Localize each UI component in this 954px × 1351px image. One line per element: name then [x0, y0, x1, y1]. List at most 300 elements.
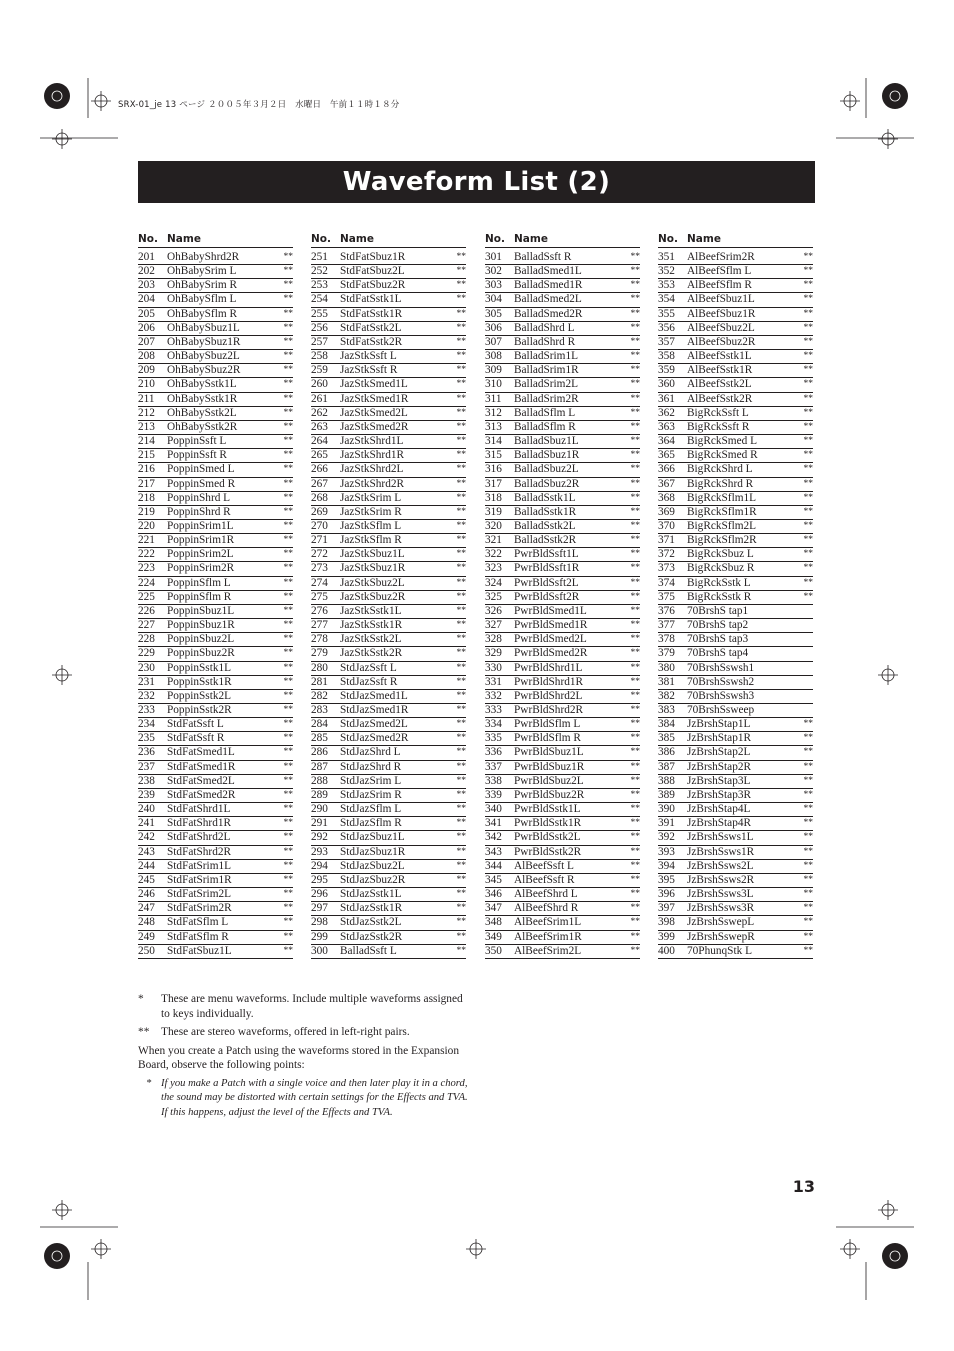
- waveform-name: 70BrshS tap1: [687, 604, 749, 617]
- stereo-mark: **: [803, 308, 813, 319]
- table-row: [138, 874, 293, 888]
- stereo-mark: **: [630, 804, 640, 815]
- stereo-mark: **: [283, 450, 293, 461]
- stereo-mark: **: [283, 535, 293, 546]
- table-row: [311, 789, 466, 803]
- waveform-name: BalladSrim1L: [514, 350, 579, 363]
- waveform-name: BalladSbuz1L: [514, 435, 579, 448]
- waveform-number: 290: [311, 803, 328, 816]
- waveform-number: 397: [658, 902, 675, 915]
- waveform-number: 229: [138, 647, 155, 660]
- stereo-mark: **: [283, 818, 293, 829]
- waveform-number: 366: [658, 463, 675, 476]
- waveform-number: 291: [311, 817, 328, 830]
- table-row: [138, 746, 293, 760]
- waveform-name: BalladSbuz1R: [514, 449, 580, 462]
- waveform-column-1: [138, 232, 293, 959]
- waveform-name: PwrBldSbuz1L: [514, 746, 584, 759]
- table-row: [138, 704, 293, 718]
- waveform-number: 348: [485, 916, 502, 929]
- waveform-name: 70BrshSswsh3: [687, 689, 755, 702]
- waveform-name: PwrBldSflm R: [514, 732, 581, 745]
- stereo-mark: **: [803, 804, 813, 815]
- waveform-name: PoppinSstk2R: [167, 704, 232, 716]
- waveform-name: JazStkSmed1L: [340, 378, 408, 391]
- stereo-mark: **: [803, 903, 813, 914]
- waveform-number: 248: [138, 916, 155, 929]
- waveform-number: 358: [658, 350, 675, 363]
- stereo-mark: **: [283, 775, 293, 786]
- waveform-number: 320: [485, 519, 502, 532]
- table-row: [311, 407, 466, 421]
- waveform-number: 271: [311, 534, 328, 547]
- table-row: [658, 746, 813, 760]
- table-row: [311, 548, 466, 562]
- waveform-number: 224: [138, 576, 155, 589]
- waveform-number: 374: [658, 576, 675, 589]
- waveform-number: 214: [138, 435, 155, 448]
- stereo-mark: **: [283, 563, 293, 574]
- stereo-mark: **: [456, 804, 466, 815]
- waveform-number: 249: [138, 930, 155, 943]
- waveform-number: 372: [658, 548, 675, 561]
- waveform-number: 243: [138, 845, 155, 858]
- waveform-number: 373: [658, 562, 675, 575]
- waveform-number: 262: [311, 406, 328, 419]
- table-row: [311, 846, 466, 860]
- waveform-name: BigRckSstk L: [687, 576, 751, 589]
- stereo-mark: **: [456, 506, 466, 517]
- stereo-mark: **: [283, 379, 293, 390]
- waveform-name: PwrBldSsft1R: [514, 562, 580, 575]
- stereo-mark: **: [803, 322, 813, 333]
- footnote-text: These are stereo waveforms, offered in left-right pairs.: [161, 1026, 410, 1039]
- stereo-mark: **: [456, 492, 466, 503]
- waveform-number: 239: [138, 788, 155, 801]
- table-row: [658, 902, 813, 916]
- stereo-mark: **: [803, 719, 813, 730]
- table-row: [485, 492, 640, 506]
- waveform-number: 365: [658, 449, 675, 462]
- waveform-name: StdFatSmed1L: [167, 746, 235, 759]
- table-row: [485, 308, 640, 322]
- waveform-name: AlBeefSsft R: [514, 873, 575, 886]
- waveform-number: 313: [485, 420, 502, 433]
- table-row: [138, 647, 293, 661]
- waveform-number: 212: [138, 406, 155, 419]
- stereo-mark: [799, 662, 813, 675]
- table-row: [311, 577, 466, 591]
- stereo-mark: **: [283, 336, 293, 347]
- stereo-mark: **: [283, 464, 293, 475]
- waveform-number: 336: [485, 746, 502, 759]
- stereo-mark: **: [283, 605, 293, 616]
- waveform-number: 268: [311, 491, 328, 504]
- stereo-mark: **: [456, 917, 466, 928]
- waveform-number: 247: [138, 902, 155, 915]
- waveform-number: 218: [138, 491, 155, 504]
- stereo-mark: [799, 647, 813, 660]
- table-row: [311, 591, 466, 605]
- waveform-name: AlBeefSsft L: [514, 859, 574, 872]
- stereo-mark: **: [630, 351, 640, 362]
- table-row: [658, 633, 813, 647]
- table-row: [658, 364, 813, 378]
- table-row: [311, 279, 466, 293]
- waveform-number: 389: [658, 788, 675, 801]
- waveform-number: 378: [658, 633, 675, 646]
- waveform-number: 345: [485, 873, 502, 886]
- waveform-number: 284: [311, 718, 328, 731]
- table-row: [138, 902, 293, 916]
- waveform-number: 240: [138, 803, 155, 816]
- stereo-mark: **: [803, 889, 813, 900]
- table-row: [658, 279, 813, 293]
- waveform-number: 296: [311, 888, 328, 901]
- table-row: [658, 916, 813, 930]
- table-row: [138, 619, 293, 633]
- waveform-name: PwrBldSstk1L: [514, 803, 581, 816]
- waveform-name: PwrBldSmed1L: [514, 604, 587, 617]
- waveform-name: PwrBldSstk1R: [514, 817, 582, 830]
- table-row: [485, 322, 640, 336]
- waveform-number: 304: [485, 293, 502, 306]
- waveform-name: JzBrshStap3L: [687, 774, 751, 787]
- waveform-number: 244: [138, 859, 155, 872]
- waveform-number: 213: [138, 420, 155, 433]
- stereo-mark: **: [456, 903, 466, 914]
- waveform-number: 298: [311, 916, 328, 929]
- waveform-name: PwrBldSmed1R: [514, 619, 588, 632]
- table-row: [138, 916, 293, 930]
- stereo-mark: **: [456, 719, 466, 730]
- table-row: [311, 605, 466, 619]
- waveform-number: 277: [311, 619, 328, 632]
- waveform-name: JazStkSbuz2L: [340, 576, 405, 589]
- waveform-number: 222: [138, 548, 155, 561]
- waveform-number: 341: [485, 817, 502, 830]
- table-row: [311, 860, 466, 874]
- stereo-mark: **: [630, 846, 640, 857]
- waveform-name: PoppinShrd L: [167, 491, 231, 504]
- stereo-mark: **: [803, 563, 813, 574]
- waveform-number: 259: [311, 364, 328, 377]
- table-row: [311, 888, 466, 902]
- waveform-number: 260: [311, 378, 328, 391]
- waveform-name: StdFatSstk1R: [340, 307, 403, 320]
- stereo-mark: **: [803, 789, 813, 800]
- stereo-mark: **: [630, 945, 640, 956]
- waveform-name: PwrBldShrd2R: [514, 704, 584, 716]
- stereo-mark: **: [283, 789, 293, 800]
- waveform-name: StdJazShrd R: [340, 760, 402, 773]
- stereo-mark: [799, 633, 813, 646]
- waveform-name: PwrBldSmed2R: [514, 647, 588, 660]
- footnote-mark: **: [138, 1026, 150, 1039]
- waveform-name: PoppinSbuz2L: [167, 633, 235, 646]
- stereo-mark: **: [630, 450, 640, 461]
- waveform-number: 300: [311, 944, 328, 957]
- waveform-name: BigRckSsft L: [687, 406, 749, 419]
- column-header: [138, 232, 293, 248]
- stereo-mark: **: [803, 379, 813, 390]
- waveform-name: StdJazSflm L: [340, 803, 402, 816]
- caution-mark: *: [146, 1077, 152, 1089]
- table-row: [485, 916, 640, 930]
- waveform-name: AlBeefShrd L: [514, 888, 578, 901]
- table-row: [311, 619, 466, 633]
- waveform-name: JazStkSstk1R: [340, 619, 403, 632]
- waveform-name: AlBeefSstk2R: [687, 392, 753, 405]
- stereo-mark: **: [456, 775, 466, 786]
- table-row: [311, 803, 466, 817]
- table-row: [138, 605, 293, 619]
- table-row: [138, 633, 293, 647]
- waveform-name: StdFatSrim1R: [167, 873, 232, 886]
- waveform-number: 357: [658, 335, 675, 348]
- waveform-name: 70BrshSswsh2: [687, 675, 755, 688]
- table-row: [311, 775, 466, 789]
- waveform-name: BalladSstk1L: [514, 491, 576, 504]
- table-row: [311, 633, 466, 647]
- table-row: [311, 265, 466, 279]
- table-row: [485, 548, 640, 562]
- waveform-number: 219: [138, 505, 155, 518]
- stereo-mark: **: [630, 492, 640, 503]
- waveform-name: AlBeefSstk1L: [687, 350, 752, 363]
- waveform-name: BalladSbuz2L: [514, 463, 579, 476]
- stereo-mark: **: [283, 648, 293, 659]
- stereo-mark: **: [630, 294, 640, 305]
- stereo-mark: **: [456, 634, 466, 645]
- stereo-mark: **: [630, 747, 640, 758]
- table-row: [485, 534, 640, 548]
- table-row: [311, 931, 466, 945]
- waveform-name: JzBrshSsws1R: [687, 845, 755, 858]
- waveform-number: 231: [138, 675, 155, 688]
- table-row: [485, 407, 640, 421]
- stereo-mark: **: [456, 747, 466, 758]
- table-row: [485, 761, 640, 775]
- stereo-mark: **: [283, 492, 293, 503]
- table-row: [658, 931, 813, 945]
- waveform-name: PwrBldSstk2R: [514, 845, 582, 858]
- waveform-number: 274: [311, 576, 328, 589]
- waveform-number: 350: [485, 944, 502, 957]
- stereo-mark: **: [456, 874, 466, 885]
- stereo-mark: **: [803, 535, 813, 546]
- waveform-name: BalladSmed1L: [514, 265, 582, 278]
- waveform-name: BalladSmed2L: [514, 293, 582, 306]
- waveform-number: 292: [311, 831, 328, 844]
- table-row: [485, 350, 640, 364]
- table-row: [658, 336, 813, 350]
- stereo-mark: **: [283, 634, 293, 645]
- waveform-name: StdFatSrim2R: [167, 902, 232, 915]
- waveform-name: JazStkSmed2L: [340, 406, 408, 419]
- waveform-name: JzBrshStap1R: [687, 732, 752, 745]
- waveform-number: 246: [138, 888, 155, 901]
- waveform-name: OhBabySbuz1R: [167, 335, 241, 348]
- table-row: [138, 577, 293, 591]
- stereo-mark: **: [803, 577, 813, 588]
- waveform-name: PwrBldSflm L: [514, 718, 581, 731]
- table-row: [485, 746, 640, 760]
- stereo-mark: **: [630, 705, 640, 715]
- stereo-mark: **: [456, 789, 466, 800]
- waveform-number: 208: [138, 350, 155, 363]
- table-row: [311, 478, 466, 492]
- waveform-name: StdFatShrd1L: [167, 803, 231, 816]
- waveform-number: 289: [311, 788, 328, 801]
- table-row: [138, 732, 293, 746]
- table-row: [311, 817, 466, 831]
- table-row: [485, 831, 640, 845]
- header-name: Name: [687, 233, 721, 245]
- stereo-mark: **: [630, 832, 640, 843]
- waveform-name: PoppinSflm L: [167, 576, 231, 589]
- table-row: [485, 421, 640, 435]
- table-row: [485, 874, 640, 888]
- stereo-mark: **: [630, 266, 640, 277]
- waveform-number: 384: [658, 718, 675, 731]
- waveform-name: PwrBldSsft2R: [514, 590, 580, 603]
- waveform-name: AlBeefSstk2L: [687, 378, 752, 391]
- waveform-name: BalladShrd R: [514, 335, 576, 348]
- stereo-mark: **: [456, 832, 466, 843]
- waveform-name: 70PhunqStk L: [687, 944, 752, 957]
- waveform-name: OhBabySstk2R: [167, 420, 238, 433]
- stereo-mark: **: [630, 436, 640, 447]
- table-row: [658, 647, 813, 661]
- header-no: No.: [485, 233, 505, 245]
- table-row: [311, 534, 466, 548]
- title-bar: [138, 161, 815, 203]
- waveform-number: 269: [311, 505, 328, 518]
- waveform-number: 310: [485, 378, 502, 391]
- table-row: [658, 562, 813, 576]
- stereo-mark: **: [630, 620, 640, 631]
- waveform-number: 221: [138, 534, 155, 547]
- stereo-mark: **: [803, 478, 813, 489]
- waveform-name: OhBabySbuz2L: [167, 350, 240, 363]
- table-row: [658, 605, 813, 619]
- waveform-number: 376: [658, 604, 675, 617]
- waveform-number: 386: [658, 746, 675, 759]
- table-row: [138, 308, 293, 322]
- stereo-mark: **: [630, 478, 640, 489]
- stereo-mark: **: [630, 662, 640, 673]
- waveform-name: JzBrshSsws1L: [687, 831, 754, 844]
- waveform-number: 349: [485, 930, 502, 943]
- waveform-number: 264: [311, 435, 328, 448]
- waveform-name: PoppinSstk1L: [167, 661, 232, 674]
- waveform-number: 351: [658, 251, 675, 263]
- waveform-name: PwrBldShrd2L: [514, 689, 583, 702]
- waveform-number: 337: [485, 760, 502, 773]
- table-row: [485, 789, 640, 803]
- waveform-number: 242: [138, 831, 155, 844]
- stereo-mark: **: [283, 747, 293, 758]
- waveform-number: 342: [485, 831, 502, 844]
- stereo-mark: **: [630, 591, 640, 602]
- stereo-mark: **: [283, 903, 293, 914]
- waveform-number: 250: [138, 944, 155, 957]
- waveform-number: 293: [311, 845, 328, 858]
- waveform-number: 230: [138, 661, 155, 674]
- stereo-mark: **: [456, 577, 466, 588]
- table-row: [485, 449, 640, 463]
- waveform-name: BigRckSflm1R: [687, 505, 757, 518]
- table-row: [138, 449, 293, 463]
- stereo-mark: **: [803, 917, 813, 928]
- stereo-mark: **: [630, 365, 640, 376]
- waveform-name: StdJazSmed2R: [340, 732, 409, 745]
- waveform-number: 303: [485, 279, 502, 292]
- waveform-name: StdJazSrim R: [340, 788, 402, 801]
- waveform-number: 238: [138, 774, 155, 787]
- waveform-name: PwrBldShrd1R: [514, 675, 584, 688]
- waveform-number: 314: [485, 435, 502, 448]
- table-row: [485, 732, 640, 746]
- waveform-name: StdJazSstk1R: [340, 902, 403, 915]
- waveform-number: 256: [311, 321, 328, 334]
- waveform-name: JzBrshSsws2R: [687, 873, 755, 886]
- waveform-name: StdJazSbuz1R: [340, 845, 406, 858]
- waveform-number: 295: [311, 873, 328, 886]
- waveform-name: AlBeefSbuz2L: [687, 321, 755, 334]
- table-row: [138, 463, 293, 477]
- stereo-mark: **: [283, 252, 293, 262]
- waveform-name: OhBabySflm L: [167, 293, 237, 306]
- waveform-name: JazStkSstk2L: [340, 633, 402, 646]
- waveform-number: 344: [485, 859, 502, 872]
- stereo-mark: **: [283, 308, 293, 319]
- stereo-mark: **: [803, 280, 813, 291]
- caution-note: [138, 1077, 468, 1120]
- stereo-mark: [799, 704, 813, 717]
- waveform-number: 232: [138, 689, 155, 702]
- stereo-mark: **: [456, 322, 466, 333]
- waveform-name: OhBabySrim R: [167, 279, 237, 292]
- stereo-mark: **: [456, 676, 466, 687]
- table-row: [138, 562, 293, 576]
- waveform-name: JzBrshStap2L: [687, 746, 751, 759]
- stereo-mark: **: [630, 719, 640, 730]
- header-name: Name: [167, 233, 201, 245]
- table-row: [138, 761, 293, 775]
- waveform-number: 382: [658, 689, 675, 702]
- table-row: [658, 463, 813, 477]
- stereo-mark: **: [630, 775, 640, 786]
- waveform-name: BalladSsft L: [340, 944, 397, 957]
- table-row: [658, 817, 813, 831]
- waveform-number: 312: [485, 406, 502, 419]
- waveform-number: 254: [311, 293, 328, 306]
- stereo-mark: **: [803, 407, 813, 418]
- waveform-number: 202: [138, 265, 155, 278]
- table-row: [311, 562, 466, 576]
- waveform-number: 294: [311, 859, 328, 872]
- table-row: [138, 265, 293, 279]
- waveform-name: StdFatSmed2L: [167, 774, 235, 787]
- table-row: [658, 407, 813, 421]
- waveform-number: 270: [311, 519, 328, 532]
- stereo-mark: **: [803, 336, 813, 347]
- waveform-name: JazStkShrd2L: [340, 463, 404, 476]
- table-row: [138, 378, 293, 392]
- stereo-mark: **: [456, 860, 466, 871]
